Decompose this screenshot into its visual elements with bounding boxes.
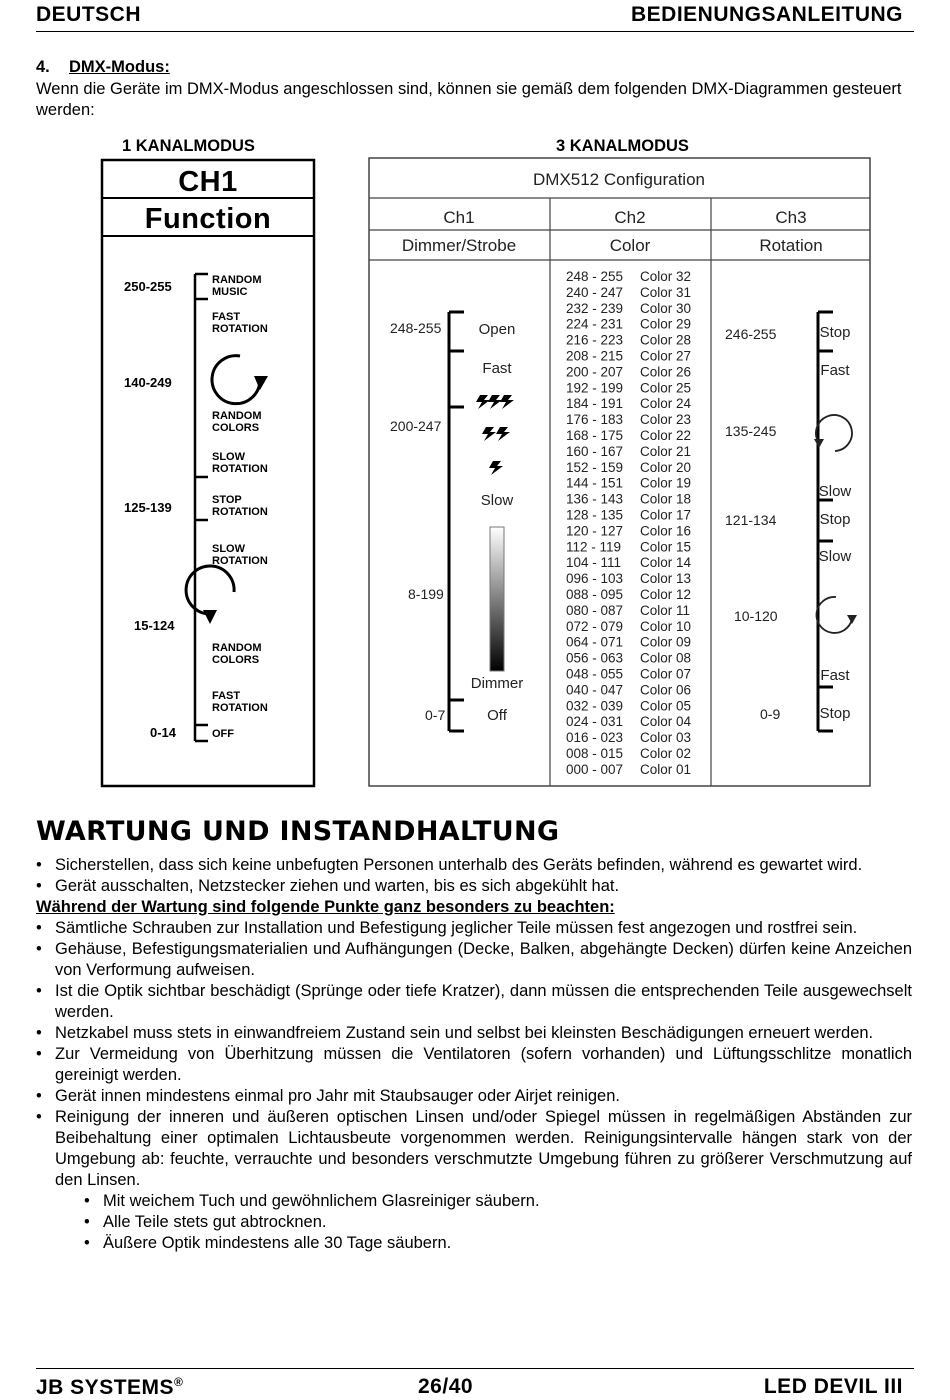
maintenance-list <box>36 855 912 1254</box>
three-channel-caption: 3 KANALMODUS <box>556 137 689 155</box>
ch2-color: Color 26 <box>640 364 692 380</box>
ch2-range: 192 - 199 <box>566 380 624 396</box>
footer-rule <box>36 1368 914 1369</box>
header-rule <box>36 31 914 32</box>
ch2-range: 176 - 183 <box>566 412 624 428</box>
list-item: • Alle Teile stets gut abtrocknen. <box>84 1212 912 1233</box>
ch2-range: 248 - 255 <box>566 269 624 284</box>
ch3-label: Ch3 <box>775 208 807 227</box>
ch2-range: 152 - 159 <box>566 459 624 475</box>
ch2-color: Color 01 <box>640 761 692 777</box>
ch3-label-stop: Stop <box>819 324 851 341</box>
ch2-range: 072 - 079 <box>566 618 624 634</box>
ch2-color: Color 19 <box>640 475 692 491</box>
ch2-color: Color 08 <box>640 650 692 666</box>
ch3-value-0-9: 0-9 <box>760 706 781 722</box>
ch2-color: Color 13 <box>640 571 692 587</box>
list-item: • Reinigung der inneren und äußeren optischen Linsen und/oder Spiegel müssen in regelmäßigen Abständen zur Beibehaltung einer optimalen Lichtausbeute vorgenommen werden. Reinigungsintervalle hängen stark von der Umgebung ab: feuchte, verrauchte und besonders verschmutzte Umgebung führen zu größerer Verschmutzung auf den Linsen. <box>36 1107 912 1191</box>
rotation-label: Rotation <box>759 236 823 255</box>
ch2-range: 224 - 231 <box>566 316 624 332</box>
ch2-color: Color 28 <box>640 332 692 348</box>
label-rotation: ROTATION <box>212 463 268 475</box>
value-15-124: 15-124 <box>134 618 175 633</box>
page-number: 26/40 <box>418 1375 474 1398</box>
ch2-range: 040 - 047 <box>566 682 624 698</box>
header-language: DEUTSCH <box>36 3 142 26</box>
ch1-value-248-255: 248-255 <box>390 320 442 336</box>
ch2-color: Color 12 <box>640 587 692 602</box>
list-item: • Zur Vermeidung von Überhitzung müssen die Ventilatoren (sofern vorhanden) und Lüftungsschlitze monatlich gereinigt werden. <box>36 1044 912 1086</box>
one-channel-caption: 1 KANALMODUS <box>122 137 255 155</box>
ch3-value-135-245: 135-245 <box>725 423 777 439</box>
ch3-label-fast: Fast <box>820 362 850 379</box>
ch2-range: 008 - 015 <box>566 746 624 761</box>
ch2-color: Color 11 <box>640 602 691 618</box>
list-item: • Äußere Optik mindestens alle 30 Tage säubern. <box>84 1233 912 1254</box>
ch2-range: 064 - 071 <box>566 634 624 650</box>
ch1-label: Ch1 <box>443 208 475 227</box>
label-slow: SLOW <box>212 543 245 555</box>
ch2-color: Color 25 <box>640 380 692 396</box>
label-fast: FAST <box>212 690 241 702</box>
dmx512-title: DMX512 Configuration <box>533 170 705 189</box>
lightning-icon <box>489 461 503 475</box>
dmx-section-number: 4. <box>36 58 50 76</box>
list-item: • Gerät ausschalten, Netzstecker ziehen und warten, bis es sich abgekühlt hat. <box>36 876 912 897</box>
ch1-label-dimmer: Dimmer <box>470 675 524 692</box>
registered-mark: ® <box>174 1375 184 1389</box>
ch1-heading: CH1 <box>178 166 238 198</box>
ch2-range: 120 - 127 <box>566 523 624 539</box>
ch2-color: Color 05 <box>640 698 692 714</box>
label-rotation: ROTATION <box>212 555 268 567</box>
label-colors: COLORS <box>212 422 260 434</box>
ch2-color: Color 14 <box>640 555 692 571</box>
label-random: RANDOM <box>212 642 262 654</box>
footer-brand <box>36 1375 183 1400</box>
ch3-label-fast: Fast <box>820 667 850 684</box>
ch2-color: Color 15 <box>640 539 692 555</box>
ch1-value-200-247: 200-247 <box>390 418 442 434</box>
ch2-range: 112 - 119 <box>566 539 622 555</box>
three-channel-diagram <box>368 157 872 789</box>
rotate-counterclockwise-icon <box>814 415 852 451</box>
rotate-clockwise-icon <box>212 356 268 404</box>
ch2-range: 104 - 111 <box>566 555 622 571</box>
ch2-range: 016 - 023 <box>566 730 624 746</box>
maintenance-title: WARTUNG UND INSTANDHALTUNG <box>36 816 560 847</box>
ch2-range: 144 - 151 <box>566 475 624 491</box>
ch2-range: 000 - 007 <box>566 761 624 777</box>
label-rotation: ROTATION <box>212 702 268 714</box>
ch2-range: 056 - 063 <box>566 650 624 666</box>
ch2-color: Color 32 <box>640 269 692 284</box>
ch2-color: Color 23 <box>640 412 692 428</box>
ch2-color: Color 16 <box>640 523 692 539</box>
dmx-intro: Wenn die Geräte im DMX-Modus angeschlossen sind, können sie gemäß dem folgenden DMX-Diagrammen gesteuert werden: <box>36 80 902 119</box>
ch2-range: 168 - 175 <box>566 428 624 443</box>
one-channel-diagram <box>100 158 318 788</box>
ch2-range: 184 - 191 <box>566 396 624 412</box>
ch3-value-246-255: 246-255 <box>725 326 777 342</box>
ch3-label-stop: Stop <box>819 511 851 528</box>
function-heading: Function <box>144 203 272 235</box>
footer-product: LED DEVIL III <box>763 1375 903 1398</box>
value-250-255: 250-255 <box>124 279 172 294</box>
ch2-color: Color 21 <box>640 443 692 459</box>
dimmer-strobe-label: Dimmer/Strobe <box>401 236 517 255</box>
label-rotation: ROTATION <box>212 506 268 518</box>
ch2-range: 232 - 239 <box>566 300 624 316</box>
maintenance-subheading: Während der Wartung sind folgende Punkte ganz besonders zu beachten: <box>36 898 615 916</box>
ch2-color: Color 17 <box>640 507 692 523</box>
ch2-range: 080 - 087 <box>566 602 624 618</box>
ch1-label-fast: Fast <box>482 360 512 377</box>
ch2-color: Color 09 <box>640 634 692 650</box>
rotate-counterclockwise-icon <box>186 566 234 624</box>
ch2-color: Color 04 <box>640 714 692 730</box>
ch2-range: 128 - 135 <box>566 507 624 523</box>
label-off: OFF <box>212 728 234 740</box>
lightning-icon <box>476 395 514 409</box>
dimmer-gradient-bar <box>490 527 504 671</box>
ch2-color: Color 30 <box>640 300 692 316</box>
label-rotation: ROTATION <box>212 323 268 335</box>
ch2-range: 200 - 207 <box>566 364 624 380</box>
ch1-label-open: Open <box>478 321 516 338</box>
ch2-color-table <box>566 269 692 777</box>
list-item: • Ist die Optik sichtbar beschädigt (Sprünge oder tiefe Kratzer), dann müssen die entsprechenden Teile ausgewechselt werden. <box>36 981 912 1023</box>
ch3-label-slow: Slow <box>818 483 852 500</box>
ch2-range: 240 - 247 <box>566 284 624 300</box>
ch2-range: 088 - 095 <box>566 587 624 602</box>
ch2-color: Color 02 <box>640 746 692 761</box>
ch2-color: Color 31 <box>640 284 692 300</box>
ch2-range: 024 - 031 <box>566 714 624 730</box>
list-item: • Sicherstellen, dass sich keine unbefugten Personen unterhalb des Geräts befinden, während es gewartet wird. <box>36 855 912 876</box>
ch1-label-slow: Slow <box>480 492 514 509</box>
ch3-label-slow: Slow <box>818 548 852 565</box>
value-140-249: 140-249 <box>124 375 172 390</box>
ch2-color: Color 22 <box>640 428 692 443</box>
ch2-color: Color 18 <box>640 491 692 507</box>
ch1-value-0-7: 0-7 <box>425 707 446 723</box>
ch2-range: 136 - 143 <box>566 491 624 507</box>
ch1-value-8-199: 8-199 <box>408 586 444 602</box>
color-label: Color <box>609 236 651 255</box>
ch2-range: 096 - 103 <box>566 571 624 587</box>
ch2-label: Ch2 <box>614 208 646 227</box>
ch3-value-121-134: 121-134 <box>725 512 777 528</box>
ch2-color: Color 27 <box>640 348 692 364</box>
list-item: • Netzkabel muss stets in einwandfreiem Zustand sein und selbst bei kleinsten Beschädigungen erneuert werden. <box>36 1023 912 1044</box>
ch2-color: Color 03 <box>640 730 692 746</box>
list-item: • Sämtliche Schrauben zur Installation und Befestigung jeglicher Teile müssen fest angezogen und rostfrei sein. <box>36 918 912 939</box>
footer-brand-name: JB SYSTEMS <box>36 1376 175 1399</box>
ch3-value-10-120: 10-120 <box>734 608 778 624</box>
list-item: • Gehäuse, Befestigungsmaterialien und Aufhängungen (Decke, Balken, abgehängte Decken) dürfen keine Anzeichen von Verformung aufweisen. <box>36 939 912 981</box>
label-colors: COLORS <box>212 654 260 666</box>
ch2-range: 208 - 215 <box>566 348 624 364</box>
label-music: MUSIC <box>212 286 248 298</box>
label-fast: FAST <box>212 311 241 323</box>
ch2-range: 032 - 039 <box>566 698 624 714</box>
header-document-type: BEDIENUNGSANLEITUNG <box>630 3 903 26</box>
value-0-14: 0-14 <box>150 725 177 740</box>
ch1-label-off: Off <box>487 707 507 724</box>
ch2-range: 216 - 223 <box>566 332 624 348</box>
lightning-icon <box>482 427 510 441</box>
ch2-range: 160 - 167 <box>566 443 624 459</box>
ch2-range: 048 - 055 <box>566 666 624 682</box>
ch2-color: Color 07 <box>640 666 692 682</box>
value-125-139: 125-139 <box>124 500 172 515</box>
dmx-section-title: DMX-Modus: <box>69 58 170 76</box>
label-stop: STOP <box>212 494 242 506</box>
ch2-color: Color 10 <box>640 618 692 634</box>
label-random: RANDOM <box>212 274 262 286</box>
ch2-color: Color 20 <box>640 459 692 475</box>
rotate-clockwise-icon <box>816 597 857 633</box>
list-item: • Mit weichem Tuch und gewöhnlichem Glasreiniger säubern. <box>84 1191 912 1212</box>
ch2-color: Color 29 <box>640 316 692 332</box>
label-random: RANDOM <box>212 410 262 422</box>
ch3-label-stop: Stop <box>819 705 851 722</box>
ch2-color: Color 06 <box>640 682 692 698</box>
list-item: • Gerät innen mindestens einmal pro Jahr mit Staubsauger oder Airjet reinigen. <box>36 1086 912 1107</box>
label-slow: SLOW <box>212 451 245 463</box>
ch2-color: Color 24 <box>640 396 692 412</box>
